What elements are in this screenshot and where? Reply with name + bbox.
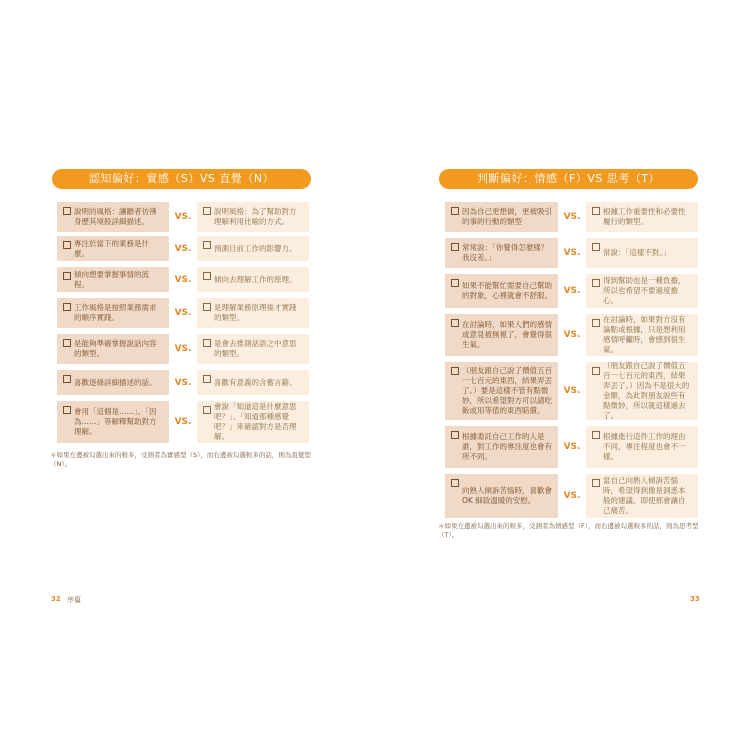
checkbox-icon[interactable] bbox=[203, 303, 211, 311]
right-section-title: 判斷偏好：情感（F）VS 思考（T） bbox=[439, 169, 698, 189]
vs-label: VS. bbox=[563, 212, 581, 222]
right-cell: 傾向去理解工作的原理。 bbox=[197, 267, 309, 292]
right-cell: 根據進行這件工作的理由不同，專注程度也會不一樣。 bbox=[586, 426, 698, 468]
vs-label: VS. bbox=[174, 212, 192, 222]
left-cell: 喜歡逐條詳細描述的話。 bbox=[57, 370, 169, 395]
checkbox-icon[interactable] bbox=[451, 367, 459, 375]
checkbox-icon[interactable] bbox=[203, 339, 211, 347]
table-row bbox=[445, 426, 698, 468]
checkbox-icon[interactable] bbox=[592, 243, 600, 251]
checkbox-icon[interactable] bbox=[63, 272, 71, 280]
table-row bbox=[57, 267, 309, 292]
checkbox-icon[interactable] bbox=[451, 207, 459, 215]
checkbox-icon[interactable] bbox=[63, 406, 71, 414]
vs-label: VS. bbox=[174, 308, 192, 318]
right-comparison-table bbox=[445, 202, 698, 518]
left-cell: 會用「這個是……」、「因為……」等解釋幫助對方理解。 bbox=[57, 401, 169, 443]
left-cell: 常常說：「你覺得怎麼樣？我沒差。」 bbox=[445, 238, 558, 268]
checkbox-icon[interactable] bbox=[203, 375, 211, 383]
checkbox-icon[interactable] bbox=[63, 303, 71, 311]
vs-label: VS. bbox=[174, 243, 192, 254]
right-cell: 說明風格：為了幫助對方理解利用比喻的方式。 bbox=[197, 202, 309, 232]
table-row bbox=[57, 298, 309, 328]
checkbox-icon[interactable] bbox=[203, 272, 211, 280]
checkbox-icon[interactable] bbox=[203, 406, 211, 414]
checkbox-icon[interactable] bbox=[592, 207, 600, 215]
left-comparison-table bbox=[57, 202, 309, 442]
left-cell: 在討論時，如果人們的感情或意見被無視了，會覺得很生氣。 bbox=[445, 314, 558, 356]
table-row bbox=[445, 362, 698, 420]
vs-label: VS. bbox=[563, 248, 581, 258]
vs-label: VS. bbox=[174, 344, 192, 354]
checkbox-icon[interactable] bbox=[451, 243, 459, 251]
checkbox-icon[interactable] bbox=[451, 479, 459, 487]
right-cell: 喜歡有意義的含蓄言辭。 bbox=[197, 370, 309, 395]
right-cell: 在討論時，如果對方沒有論點或根據，只是想利用感情呼籲時，會感到很生氣。 bbox=[586, 314, 698, 356]
vs-label: VS. bbox=[563, 386, 581, 396]
checkbox-icon[interactable] bbox=[203, 207, 211, 215]
left-section-title: 認知偏好：實感（S）VS 直覺（N） bbox=[52, 169, 311, 189]
table-row bbox=[57, 370, 309, 395]
footnote: ＊如果左邊被勾選出來的較多，受測者為實感型（S），而右邊被勾選較多的話，則為直覺型（N）。 bbox=[50, 451, 311, 468]
vs-label: VS. bbox=[563, 442, 581, 452]
left-cell: 是能夠準確掌握說話內容的類型。 bbox=[57, 334, 169, 364]
page-number: 33 bbox=[690, 595, 700, 603]
checkbox-icon[interactable] bbox=[451, 319, 459, 327]
left-cell: 傾向想要掌握事情的流程。 bbox=[57, 267, 169, 292]
table-row bbox=[57, 334, 309, 364]
left-cell: （朋友跟自己說了價值五百一七百元的東西，結果弄丟了。）要是這樣不管有點微妙，所以希望對方可以請吃飯或用等值的東西賠償。 bbox=[445, 362, 558, 420]
checkbox-icon[interactable] bbox=[63, 241, 71, 249]
right-cell: 常說：「這樣不對。」 bbox=[586, 238, 698, 268]
checkbox-icon[interactable] bbox=[203, 241, 211, 249]
right-cell: （朋友跟自己說了價值五百一七百元的東西，結果弄丟了。）因為不是很大的金額，為此對朋友說些有點微妙，所以就這樣過去了。 bbox=[586, 362, 698, 420]
checkbox-icon[interactable] bbox=[592, 367, 600, 375]
checkbox-icon[interactable] bbox=[592, 431, 600, 439]
table-row bbox=[445, 274, 698, 308]
left-cell: 專注於當下的業務是什麼。 bbox=[57, 236, 169, 261]
table-row bbox=[445, 474, 698, 518]
left-cell: 因為自己更想做，更被吸引的事的行動的類型 bbox=[445, 202, 558, 232]
page-number: 32 bbox=[51, 595, 61, 603]
section-label: 序篇 bbox=[67, 596, 81, 604]
right-cell: 得到幫助也是一種負擔，所以也希望不要過度擔心。 bbox=[586, 274, 698, 308]
left-cell: 根據委託自己工作的人是誰，對工作的專注度也會有所不同。 bbox=[445, 426, 558, 468]
right-cell: 是理解業務原理後才實踐的類型。 bbox=[197, 298, 309, 328]
left-cell: 說明的風格：讓聽者彷彿身歷其境般詳細描述。 bbox=[57, 202, 169, 232]
table-row bbox=[445, 202, 698, 232]
checkbox-icon[interactable] bbox=[451, 431, 459, 439]
vs-label: VS. bbox=[174, 274, 192, 285]
right-cell: 會說「知道這是什麼意思吧？」、「知道那種感覺吧？」來確認對方是否理解。 bbox=[197, 401, 309, 443]
left-cell: 向熟人傾訴苦惱時，喜歡會OK 細敘溫暖的安慰。 bbox=[445, 474, 558, 518]
checkbox-icon[interactable] bbox=[592, 479, 600, 487]
vs-label: VS. bbox=[563, 330, 581, 340]
checkbox-icon[interactable] bbox=[451, 279, 459, 287]
table-row bbox=[57, 236, 309, 261]
left-cell: 工作風格是按照業務需求的順序實踐。 bbox=[57, 298, 169, 328]
right-cell: 是會去推測話語之中意思的類型。 bbox=[197, 334, 309, 364]
checkbox-icon[interactable] bbox=[592, 319, 600, 327]
checkbox-icon[interactable] bbox=[63, 207, 71, 215]
footnote: ＊如果左邊被勾選出來的較多，受測者為情感型（F），而右邊被勾選較多的話，則為思考型（T）。 bbox=[438, 522, 699, 539]
right-page bbox=[375, 0, 750, 750]
checkbox-icon[interactable] bbox=[592, 279, 600, 287]
left-cell: 如果不能幫忙需要自己幫助的對象，心裡就會不舒服。 bbox=[445, 274, 558, 308]
right-cell: 當自己向熟人傾訴苦惱時，希望得到像是洞悉本般的建議，即使那會讓自己痛苦。 bbox=[586, 474, 698, 518]
vs-label: VS. bbox=[174, 417, 192, 427]
table-row bbox=[445, 238, 698, 268]
checkbox-icon[interactable] bbox=[63, 375, 71, 383]
checkbox-icon[interactable] bbox=[63, 339, 71, 347]
vs-label: VS. bbox=[174, 377, 192, 388]
table-row bbox=[57, 202, 309, 232]
vs-label: VS. bbox=[563, 286, 581, 296]
table-row bbox=[445, 314, 698, 356]
right-cell: 根據工作重要性和必要性履行的類型。 bbox=[586, 202, 698, 232]
table-row bbox=[57, 401, 309, 443]
right-cell: 預測目前工作的影響力。 bbox=[197, 236, 309, 261]
vs-label: VS. bbox=[563, 491, 581, 501]
